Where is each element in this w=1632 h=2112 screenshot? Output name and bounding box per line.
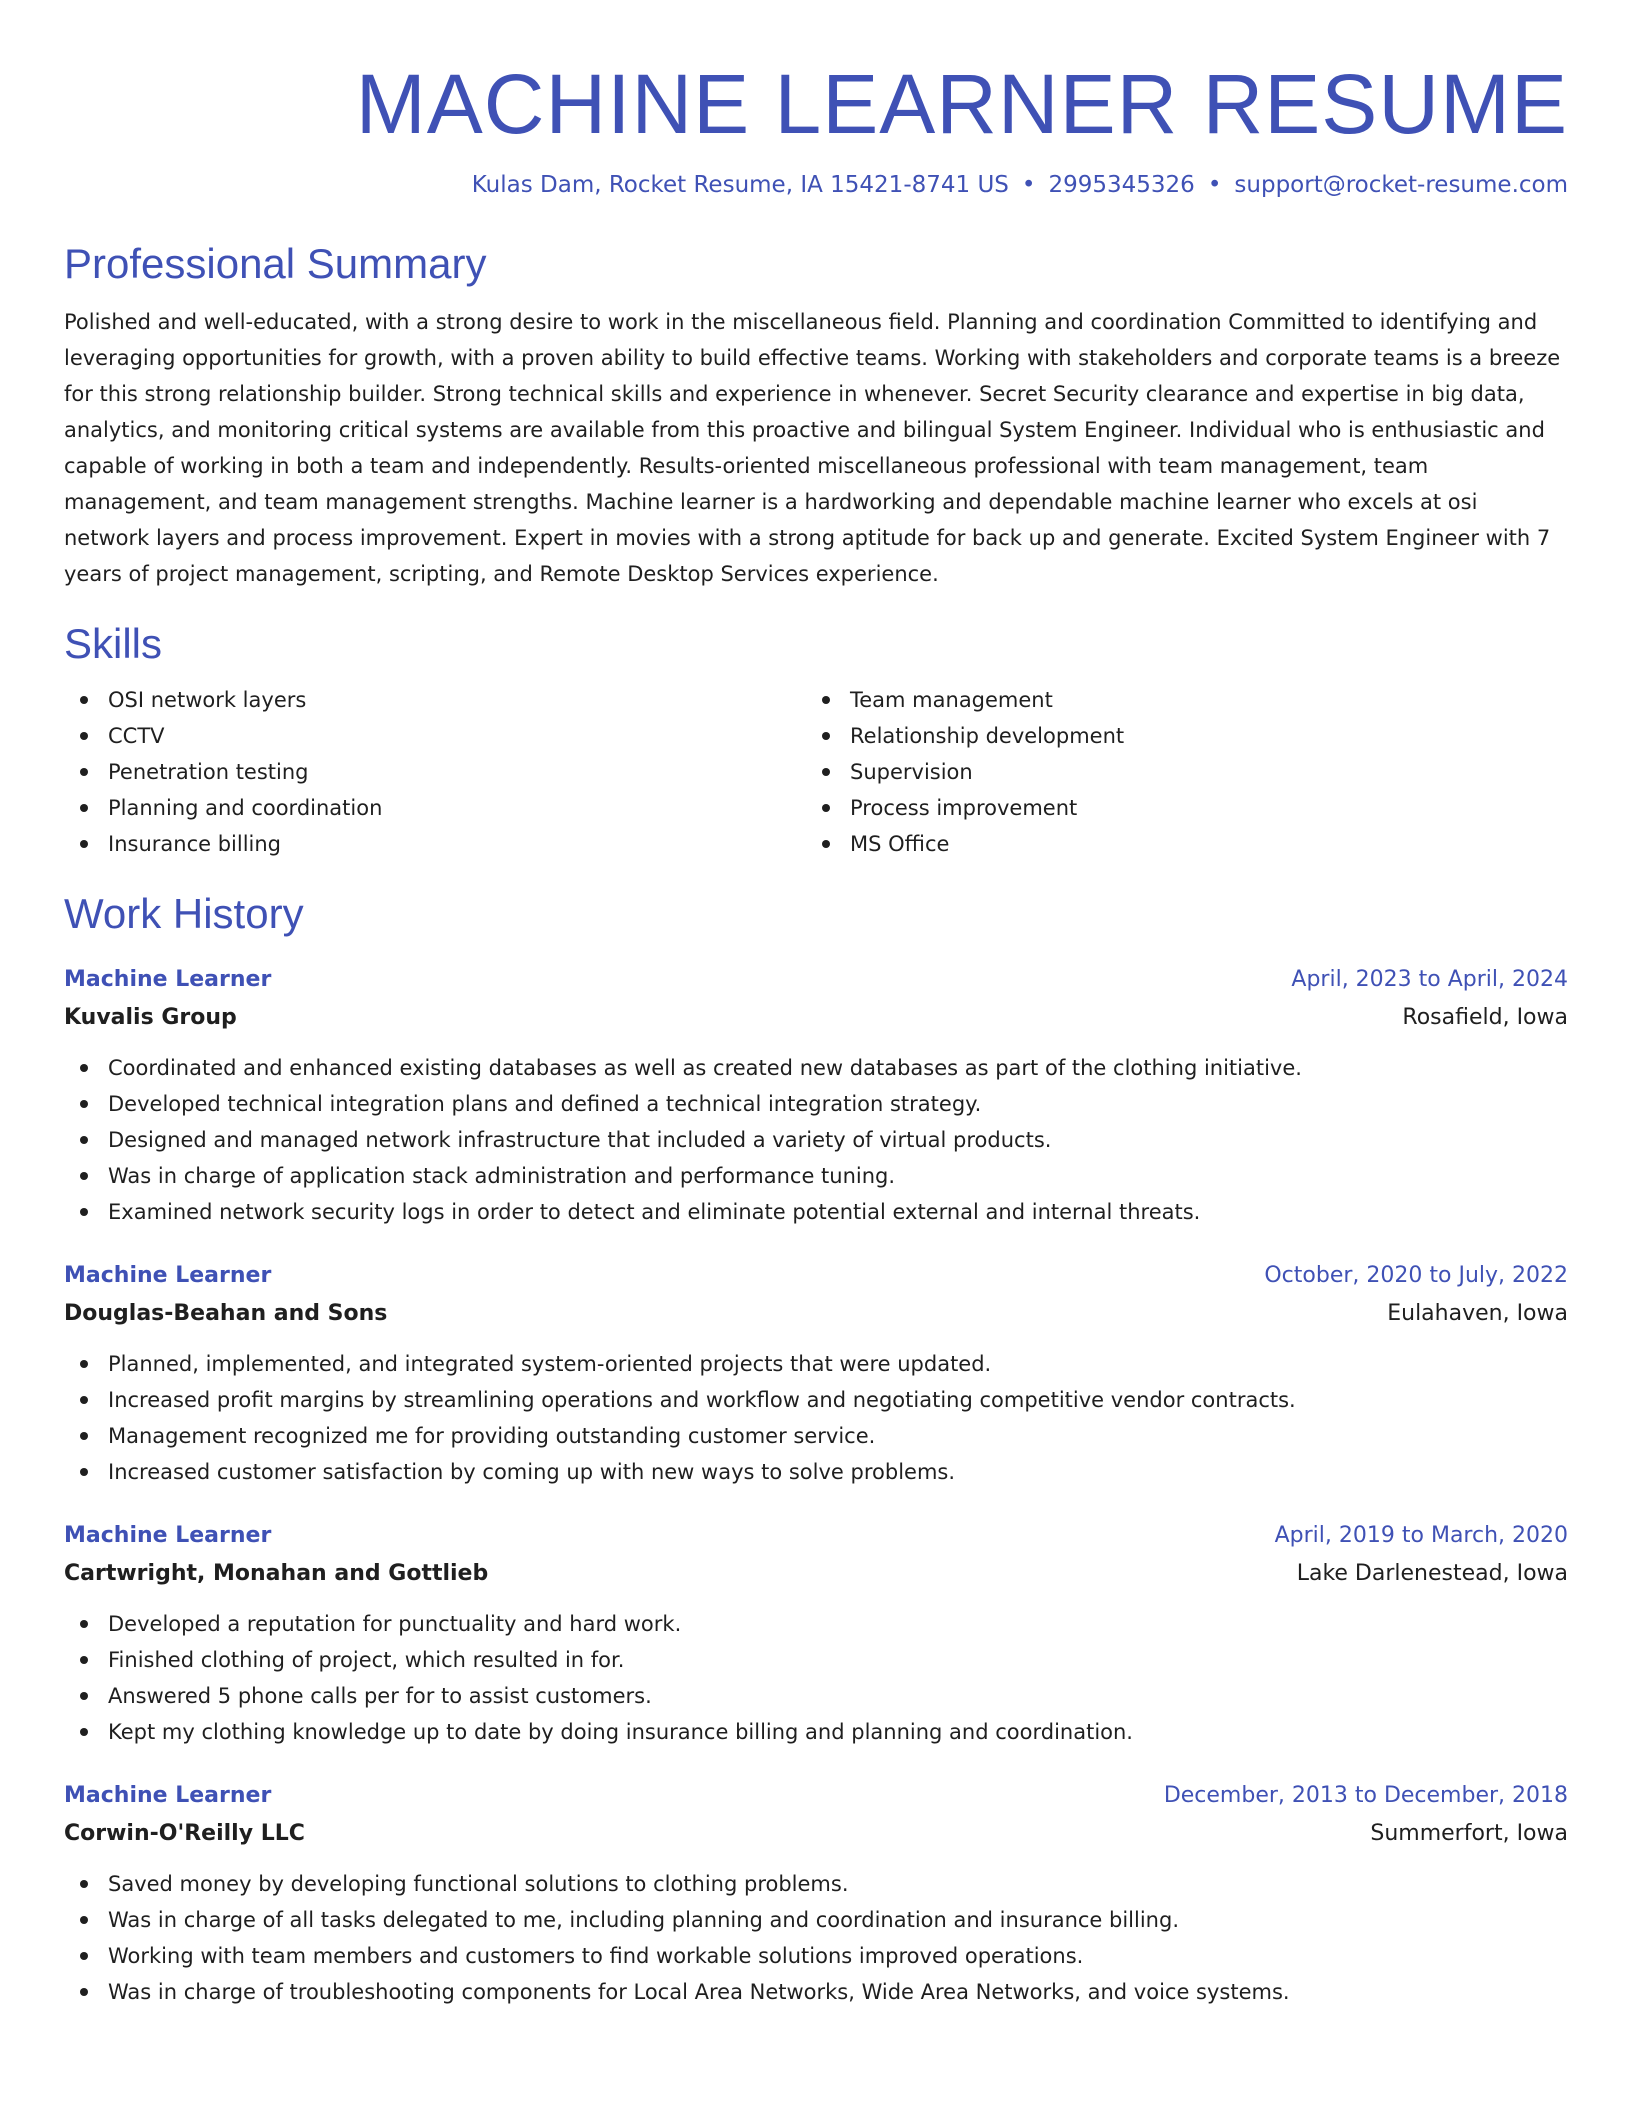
- job-bullet: Kept my clothing knowledge up to date by doing insurance billing and planning and coordination.: [108, 1714, 1568, 1750]
- job-header: [64, 1518, 1568, 1554]
- job-bullet: Planned, implemented, and integrated system-oriented projects that were updated.: [108, 1346, 1568, 1382]
- job-bullets: [64, 1866, 1568, 2010]
- job-company: Cartwright, Monahan and Gottlieb: [64, 1561, 489, 1586]
- job-bullets: [64, 1346, 1568, 1490]
- job-company: Douglas-Beahan and Sons: [64, 1301, 388, 1326]
- job-bullet: Management recognized me for providing outstanding customer service.: [108, 1418, 1568, 1454]
- skill-item: Planning and coordination: [108, 790, 806, 826]
- job-bullet: Was in charge of all tasks delegated to me, including planning and coordination and insurance billing.: [108, 1902, 1568, 1938]
- job-bullet: Increased profit margins by streamlining operations and workflow and negotiating competitive vendor contracts.: [108, 1382, 1568, 1418]
- job-subheader: [64, 1294, 1568, 1334]
- skill-item: CCTV: [108, 718, 806, 754]
- job-subheader: [64, 998, 1568, 1038]
- job-header: [64, 962, 1568, 998]
- job-entry: [64, 1518, 1568, 1750]
- job-bullets: [64, 1606, 1568, 1750]
- skill-item: Relationship development: [850, 718, 1548, 754]
- skill-item: Team management: [850, 682, 1548, 718]
- job-company: Kuvalis Group: [64, 1005, 237, 1030]
- skills-list: [64, 682, 1568, 862]
- job-subheader: [64, 1814, 1568, 1854]
- job-bullet: Developed a reputation for punctuality and hard work.: [108, 1606, 1568, 1642]
- skills-heading: Skills: [64, 620, 163, 667]
- job-header: [64, 1778, 1568, 1814]
- skills-column-right: [806, 682, 1548, 862]
- job-bullet: Developed technical integration plans and defined a technical integration strategy.: [108, 1086, 1568, 1122]
- job-location: Lake Darlenestead, Iowa: [1296, 1561, 1568, 1586]
- job-bullets: [64, 1050, 1568, 1230]
- job-bullet: Saved money by developing functional solutions to clothing problems.: [108, 1866, 1568, 1902]
- skill-item: Penetration testing: [108, 754, 806, 790]
- resume-page: [64, 0, 1568, 2010]
- skills-column-left: [64, 682, 806, 862]
- job-location: Summerfort, Iowa: [1370, 1821, 1568, 1846]
- skill-item: Insurance billing: [108, 826, 806, 862]
- skill-item: MS Office: [850, 826, 1548, 862]
- job-bullet: Working with team members and customers to find workable solutions improved operations.: [108, 1938, 1568, 1974]
- job-bullet: Increased customer satisfaction by coming up with new ways to solve problems.: [108, 1454, 1568, 1490]
- job-location: Rosafield, Iowa: [1402, 1005, 1568, 1030]
- summary-text: Polished and well-educated, with a strong desire to work in the miscellaneous field. Planning and coordination Committed to identifying and leveraging opportunities for growth, with a proven ability to build effective teams. Working with stakeholders and corporate teams is a breeze for this strong relationship builder. Strong technical skills and experience in whenever. Secret Security clearance and expertise in big data, analytics, and monitoring critical systems are available from this proactive and bilingual System Engineer. Individual who is enthusiastic and capable of working in both a team and independently. Results-oriented miscellaneous professional with team management, team management, and team management strengths. Machine learner is a hardworking and dependable machine learner who excels at osi network layers and process improvement. Expert in movies with a strong aptitude for back up and generate. Excited System Engineer with 7 years of project management, scripting, and Remote Desktop Services experience.: [64, 310, 1561, 586]
- contact-phone: 2995345326: [1048, 172, 1195, 198]
- job-bullet: Answered 5 phone calls per for to assist customers.: [108, 1678, 1568, 1714]
- job-dates: December, 2013 to December, 2018: [1163, 1783, 1568, 1808]
- job-title: Machine Learner: [64, 1783, 272, 1808]
- contact-email[interactable]: support@rocket-resume.com: [1234, 172, 1568, 198]
- job-bullet: Designed and managed network infrastructure that included a variety of virtual products.: [108, 1122, 1568, 1158]
- job-dates: April, 2023 to April, 2024: [1291, 967, 1568, 992]
- job-title: Machine Learner: [64, 967, 272, 992]
- job-dates: April, 2019 to March, 2020: [1274, 1523, 1568, 1548]
- job-bullet: Finished clothing of project, which resulted in for.: [108, 1642, 1568, 1678]
- job-bullet: Examined network security logs in order to detect and eliminate potential external and internal threats.: [108, 1194, 1568, 1230]
- contact-separator: •: [1207, 172, 1222, 198]
- job-header: [64, 1258, 1568, 1294]
- job-bullet: Was in charge of troubleshooting components for Local Area Networks, Wide Area Networks, and voice systems.: [108, 1974, 1568, 2010]
- job-title: Machine Learner: [64, 1523, 272, 1548]
- job-company: Corwin-O'Reilly LLC: [64, 1821, 305, 1846]
- job-dates: October, 2020 to July, 2022: [1264, 1263, 1568, 1288]
- job-entry: [64, 962, 1568, 1230]
- contact-line: [64, 170, 1568, 200]
- job-entry: [64, 1778, 1568, 2010]
- skill-item: OSI network layers: [108, 682, 806, 718]
- job-bullet: Coordinated and enhanced existing databases as well as created new databases as part of the clothing initiative.: [108, 1050, 1568, 1086]
- summary-heading: Professional Summary: [64, 240, 487, 287]
- job-bullet: Was in charge of application stack administration and performance tuning.: [108, 1158, 1568, 1194]
- job-location: Eulahaven, Iowa: [1387, 1301, 1568, 1326]
- skill-item: Process improvement: [850, 790, 1548, 826]
- contact-separator: •: [1021, 172, 1036, 198]
- resume-title: MACHINE LEARNER RESUME: [355, 57, 1568, 151]
- contact-address: Kulas Dam, Rocket Resume, IA 15421-8741 US: [471, 172, 1009, 198]
- work-history-heading: Work History: [64, 890, 304, 937]
- job-entry: [64, 1258, 1568, 1490]
- skill-item: Supervision: [850, 754, 1548, 790]
- job-title: Machine Learner: [64, 1263, 272, 1288]
- job-subheader: [64, 1554, 1568, 1594]
